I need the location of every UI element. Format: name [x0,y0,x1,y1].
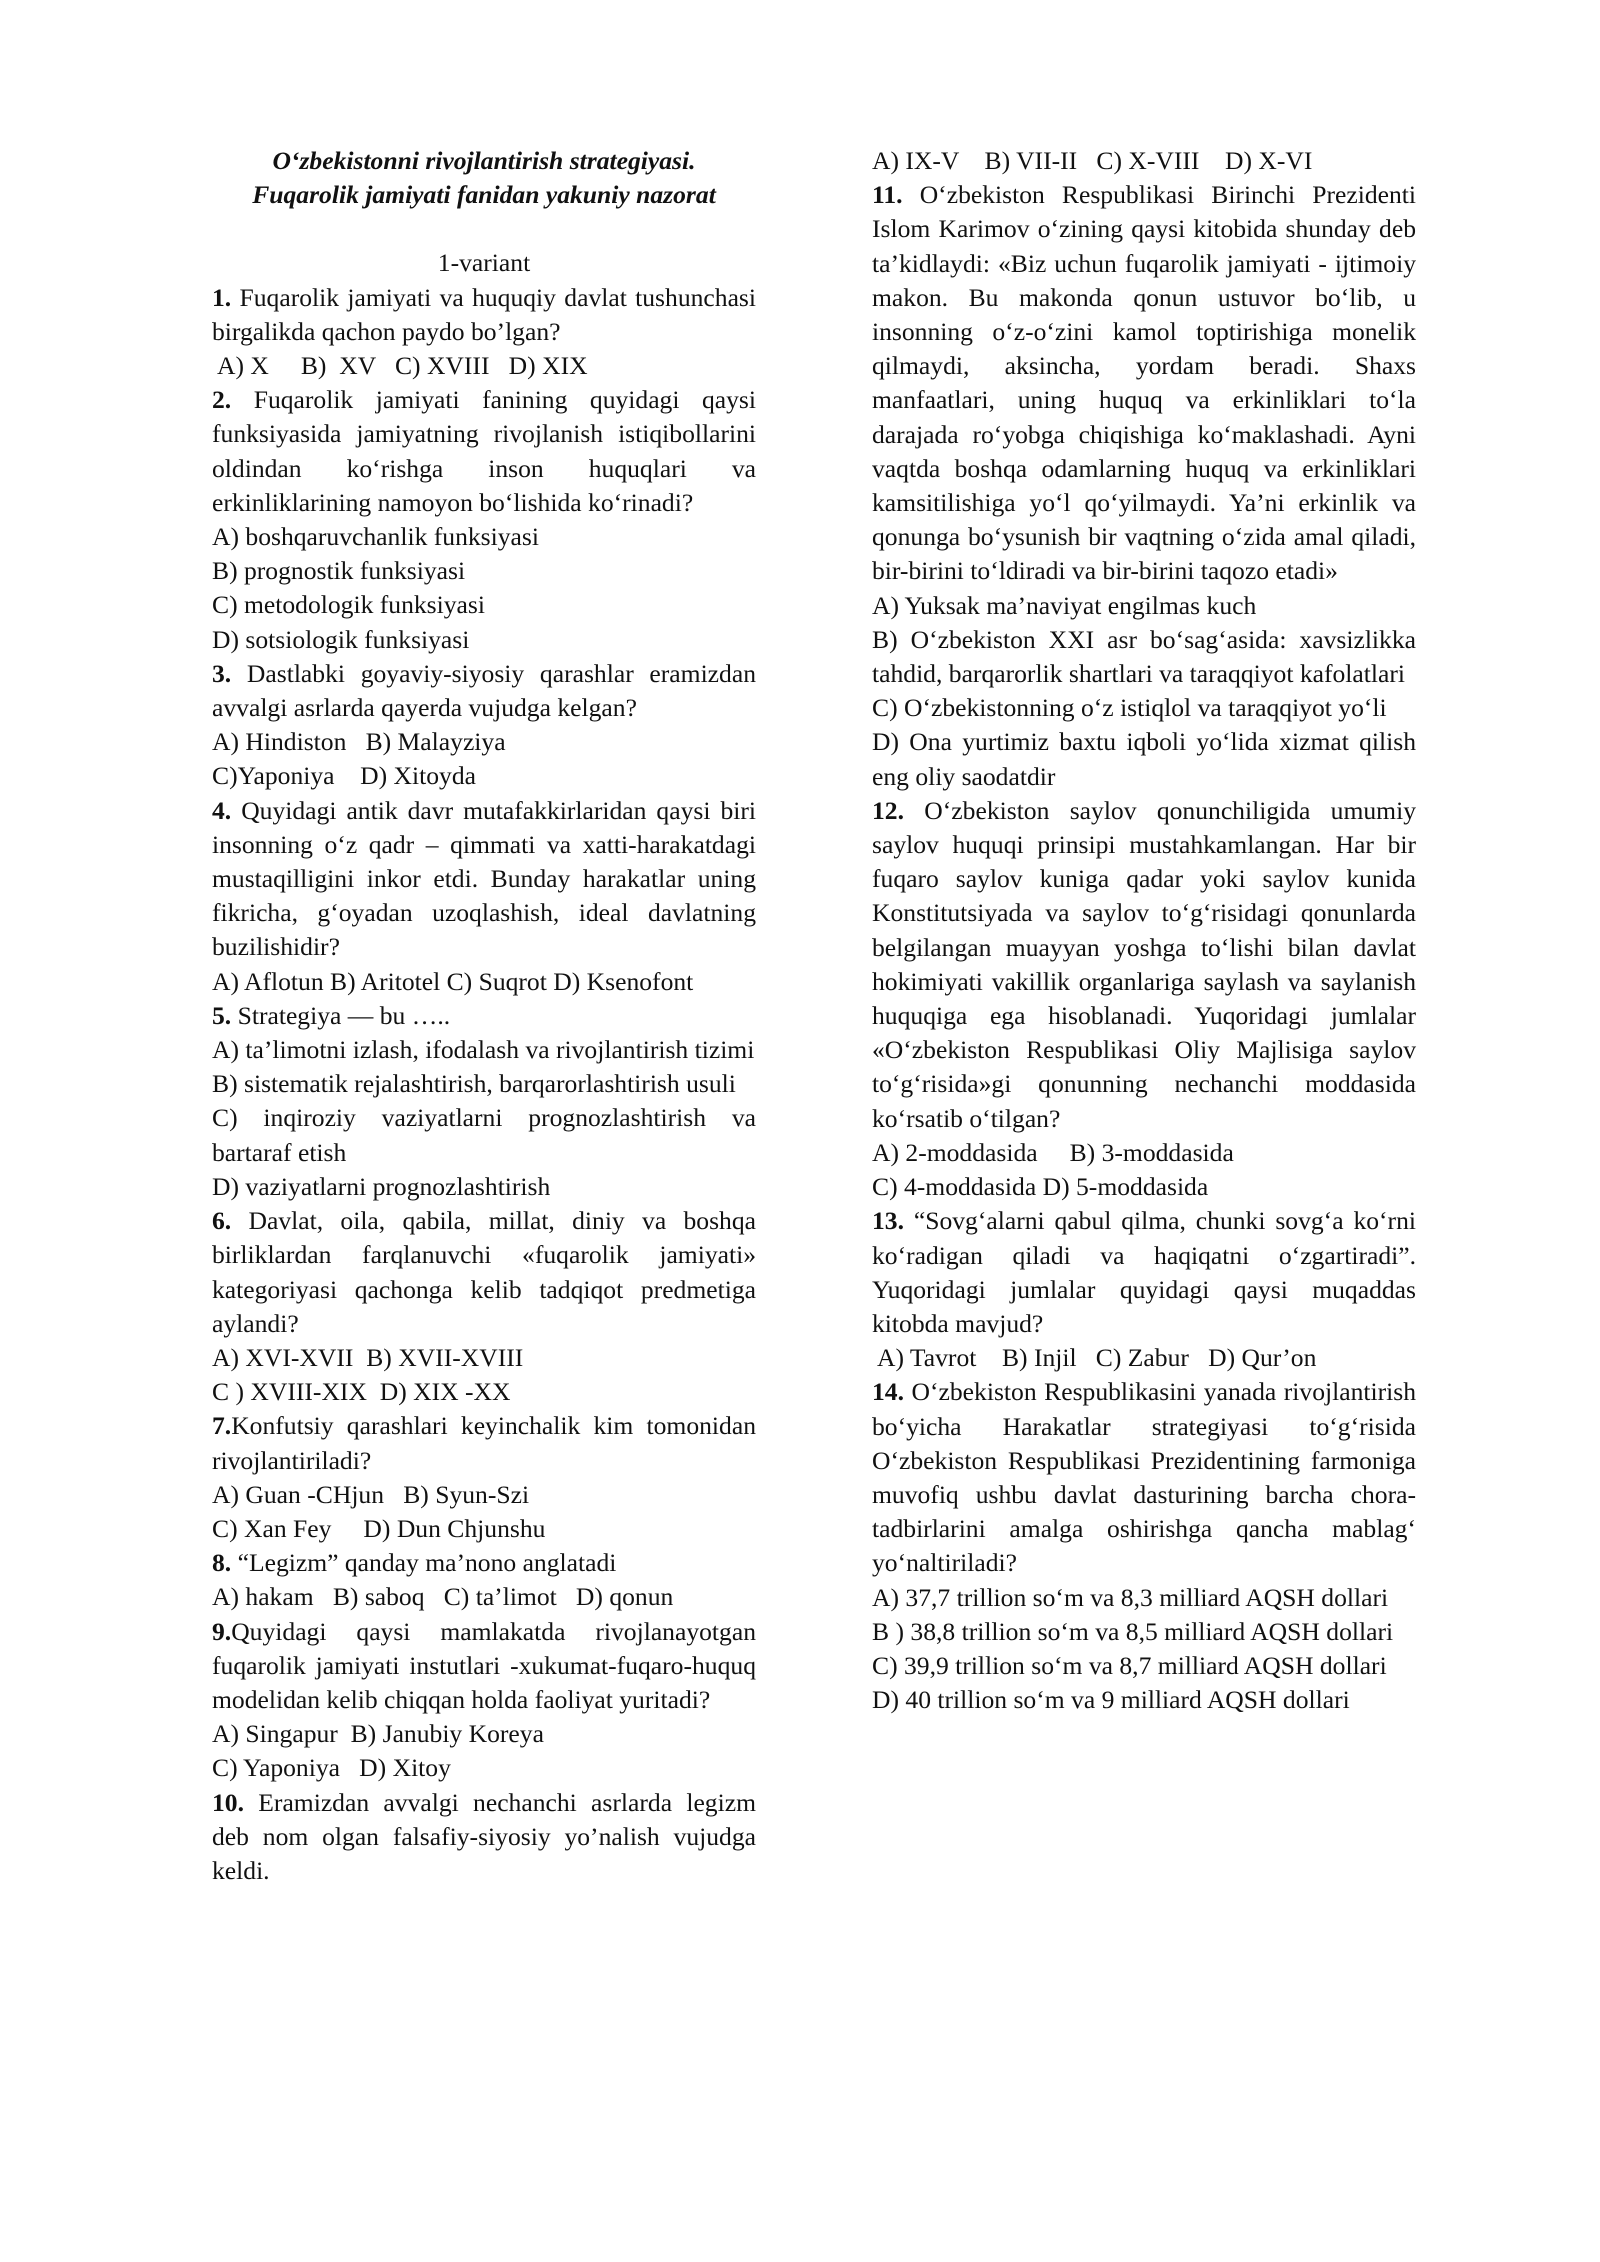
question-text [212,794,756,965]
question-text [212,383,756,520]
answer-option: C) Xan Fey D) Dun Chjunshu [212,1513,546,1543]
right-question-list [872,144,1416,1717]
document-title-line-2: Fuqarolik jamiyati fanidan yakuniy nazorat [252,180,716,210]
question-number: 8. [212,1548,232,1578]
question-text [212,1786,756,1889]
answer-option: D) 40 trillion so‘m va 9 milliard AQSH dollari [872,1685,1350,1715]
question-number: 7. [212,1411,232,1441]
question-body: Dastlabki goyaviy-siyosiy qarashlar eramizdan avvalgi asrlarda qayerda vujudga kelgan? [212,658,756,723]
variant-label: 1-variant [437,248,531,278]
answer-option: A) X B) XV C) XVIII D) XIX [212,351,588,381]
question-text [872,1204,1416,1341]
question-number: 12. [872,795,904,825]
answer-option: B) O‘zbekiston XXI asr bo‘sag‘asida: xavsizlikka tahdid, barqarorlik shartlari va taraqqiyot kafolatlari [872,624,1416,689]
question-text [872,1375,1416,1580]
question-number: 14. [872,1377,904,1407]
answer-option: A) Tavrot B) Injil C) Zabur D) Qur’on [872,1343,1317,1373]
answer-option: A) Yuksak ma’naviyat engilmas kuch [872,590,1257,620]
answer-option: A) ta’limotni izlash, ifodalash va rivojlantirish tizimi [212,1035,755,1065]
answer-option: B) prognostik funksiyasi [212,556,466,586]
question-number: 4. [212,795,232,825]
answer-option: B ) 38,8 trillion so‘m va 8,5 milliard AQSH dollari [872,1616,1394,1646]
answer-option: D) vaziyatlarni prognozlashtirish [212,1171,551,1201]
question-body: Quyidagi qaysi mamlakatda rivojlanayotgan fuqarolik jamiyati instutlari -xukumat-fuqaro-huquq modelidan kelib chiqqan holda faoliyat yuritadi? [212,1616,756,1714]
question-number: 6. [212,1206,232,1236]
question-number: 9. [212,1616,232,1646]
question-number: 13. [872,1206,904,1236]
question-text [212,657,756,725]
question-body: Quyidagi antik davr mutafakkirlaridan qaysi biri insonning o‘z qadr – qimmati va xatti-harakatdagi mustaqilligini inkor etdi. Bunday harakatlar uning fikricha, g‘oyadan uzoqlashish, ideal davlatning buzilishidir? [212,795,756,962]
question-number: 10. [212,1787,244,1817]
question-text [872,178,1416,588]
answer-option: C) 4-moddasida D) 5-moddasida [872,1172,1209,1202]
question-body: Davlat, oila, qabila, millat, diniy va boshqa birliklardan farqlanuvchi «fuqarolik jamiyati» kategoriyasi qachonga kelib tadqiqot predmetiga aylandi? [212,1206,756,1338]
question-body: Eramizdan avvalgi nechanchi asrlarda legizm deb nom olgan falsafiy-siyosiy yo’nalish vujudga keldi. [212,1787,756,1885]
answer-option: A) hakam B) saboq C) ta’limot D) qonun [212,1582,674,1612]
question-text [212,1204,756,1341]
question-number: 11. [872,180,903,210]
question-number: 1. [212,282,232,312]
answer-option: C) Yaponiya D) Xitoy [212,1753,451,1783]
question-body: Fuqarolik jamiyati va huquqiy davlat tushunchasi birgalikda qachon paydo bo’lgan? [212,282,756,346]
answer-option: A) Hindiston B) Malayziya [212,727,506,757]
answer-option: A) boshqaruvchanlik funksiyasi [212,522,539,552]
question-body: “Sovg‘alarni qabul qilma, chunki sovg‘a ko‘rni ko‘radigan qiladi va haqiqatni o‘zgartiradi”. Yuqoridagi jumlalar quyidagi qaysi muqaddas kitobda mavjud? [872,1206,1416,1338]
answer-option: A) IX-V B) VII-II C) X-VIII D) X-VI [872,146,1313,175]
document-title-line-1: O‘zbekistonni rivojlantirish strategiyasi. [272,146,696,175]
answer-option: A) Aflotun B) Aritotel C) Suqrot D) Ksenofont [212,966,694,996]
answer-option: A) Singapur B) Janubiy Koreya [212,1719,544,1749]
answer-option: C)Yaponiya D) Xitoyda [212,761,476,791]
answer-option: D) sotsiologik funksiyasi [212,624,470,654]
question-body: “Legizm” qanday ma’nono anglatadi [231,1548,617,1578]
question-number: 5. [212,1000,232,1030]
answer-option: C) inqiroziy vaziyatlarni prognozlashtirish va bartaraf etish [212,1103,756,1167]
question-text [212,1615,756,1718]
question-number: 2. [212,385,232,415]
left-column [212,144,756,1888]
question-text [212,1546,756,1580]
question-body: Strategiya — bu ….. [231,1000,451,1030]
question-text [212,1409,756,1477]
question-text [212,281,756,349]
answer-option: C) 39,9 trillion so‘m va 8,7 milliard AQSH dollari [872,1650,1387,1680]
answer-option: C) O‘zbekistonning o‘z istiqlol va taraqqiyot yo‘li [872,693,1387,723]
question-body: Fuqarolik jamiyati fanining quyidagi qaysi funksiyasida jamiyatning rivojlanish istiqibollarini oldindan ko‘rishga inson huquqlari va erkinliklarining namoyon bo‘lishida ko‘rinadi? [212,385,756,517]
answer-option: A) Guan -CHjun B) Syun-Szi [212,1479,530,1509]
answer-option: D) Ona yurtimiz baxtu iqboli yo‘lida xizmat qilish eng oliy saodatdir [872,727,1416,791]
question-body: Konfutsiy qarashlari keyinchalik kim tomonidan rivojlantiriladi? [212,1411,756,1475]
question-body: O‘zbekiston Respublikasi Birinchi Prezidenti Islom Karimov o‘zining qaysi kitobida shunday deb ta’kidlaydi: «Biz uchun fuqarolik jamiyati - ijtimoiy makon. Bu makonda qonun ustuvor bo‘lib, u insonning o‘z-o‘zini kamol toptirishiga monelik qilmaydi, aksincha, yordam beradi. Shaxs manfaatlari, uning huquq va erkinliklari to‘la darajada ro‘yobga chiqishiga ko‘maklashadi. Ayni vaqtda boshqa odamlarning huquq va erkinliklari kamsitilishiga yo‘l qo‘yilmaydi. Ya’ni erkinlik va qonunga bo‘ysunish bir vaqtning o‘zida amal qiladi, bir-birini to‘ldiradi va bir-birini taqozo etadi» [872,180,1416,586]
answer-option: C) metodologik funksiyasi [212,590,485,620]
answer-option: A) XVI-XVII B) XVII-XVIII [212,1342,524,1372]
question-text [212,999,756,1033]
question-body: O‘zbekiston Respublikasini yanada rivojlantirish bo‘yicha Harakatlar strategiyasi to‘g‘risida O‘zbekiston Respublikasi Prezidentining farmoniga muvofiq ushbu davlat dasturining barcha chora-tadbirlarini amalga oshirishga qancha mablag‘ yo‘naltiriladi? [872,1377,1416,1578]
question-text [872,794,1416,1136]
left-question-list [212,281,756,1889]
answer-option: B) sistematik rejalashtirish, barqarorlashtirish usuli [212,1069,736,1099]
answer-option: C ) XVIII-XIX D) XIX -XX [212,1377,511,1407]
question-number: 3. [212,658,232,688]
question-body: O‘zbekiston saylov qonunchiligida umumiy saylov huquqi prinsipi mustahkamlangan. Har bir fuqaro saylov kuniga qadar yoki saylov kunida Konstitutsiyada va saylov to‘g‘risidagi qonunlarda belgilangan muayyan yoshga to‘lishi bilan davlat hokimiyati vakillik organlariga saylash va saylanish huquqiga ega hisoblanadi. Yuqoridagi jumlalar «O‘zbekiston Respublikasi Oliy Majlisiga saylov to‘g‘risida»gi qonunning nechanchi moddasida ko‘rsatib o‘tilgan? [872,795,1416,1133]
right-column [872,144,1416,1717]
answer-option: A) 37,7 trillion so‘m va 8,3 milliard AQSH dollari [872,1582,1389,1612]
answer-option: A) 2-moddasida B) 3-moddasida [872,1137,1234,1167]
